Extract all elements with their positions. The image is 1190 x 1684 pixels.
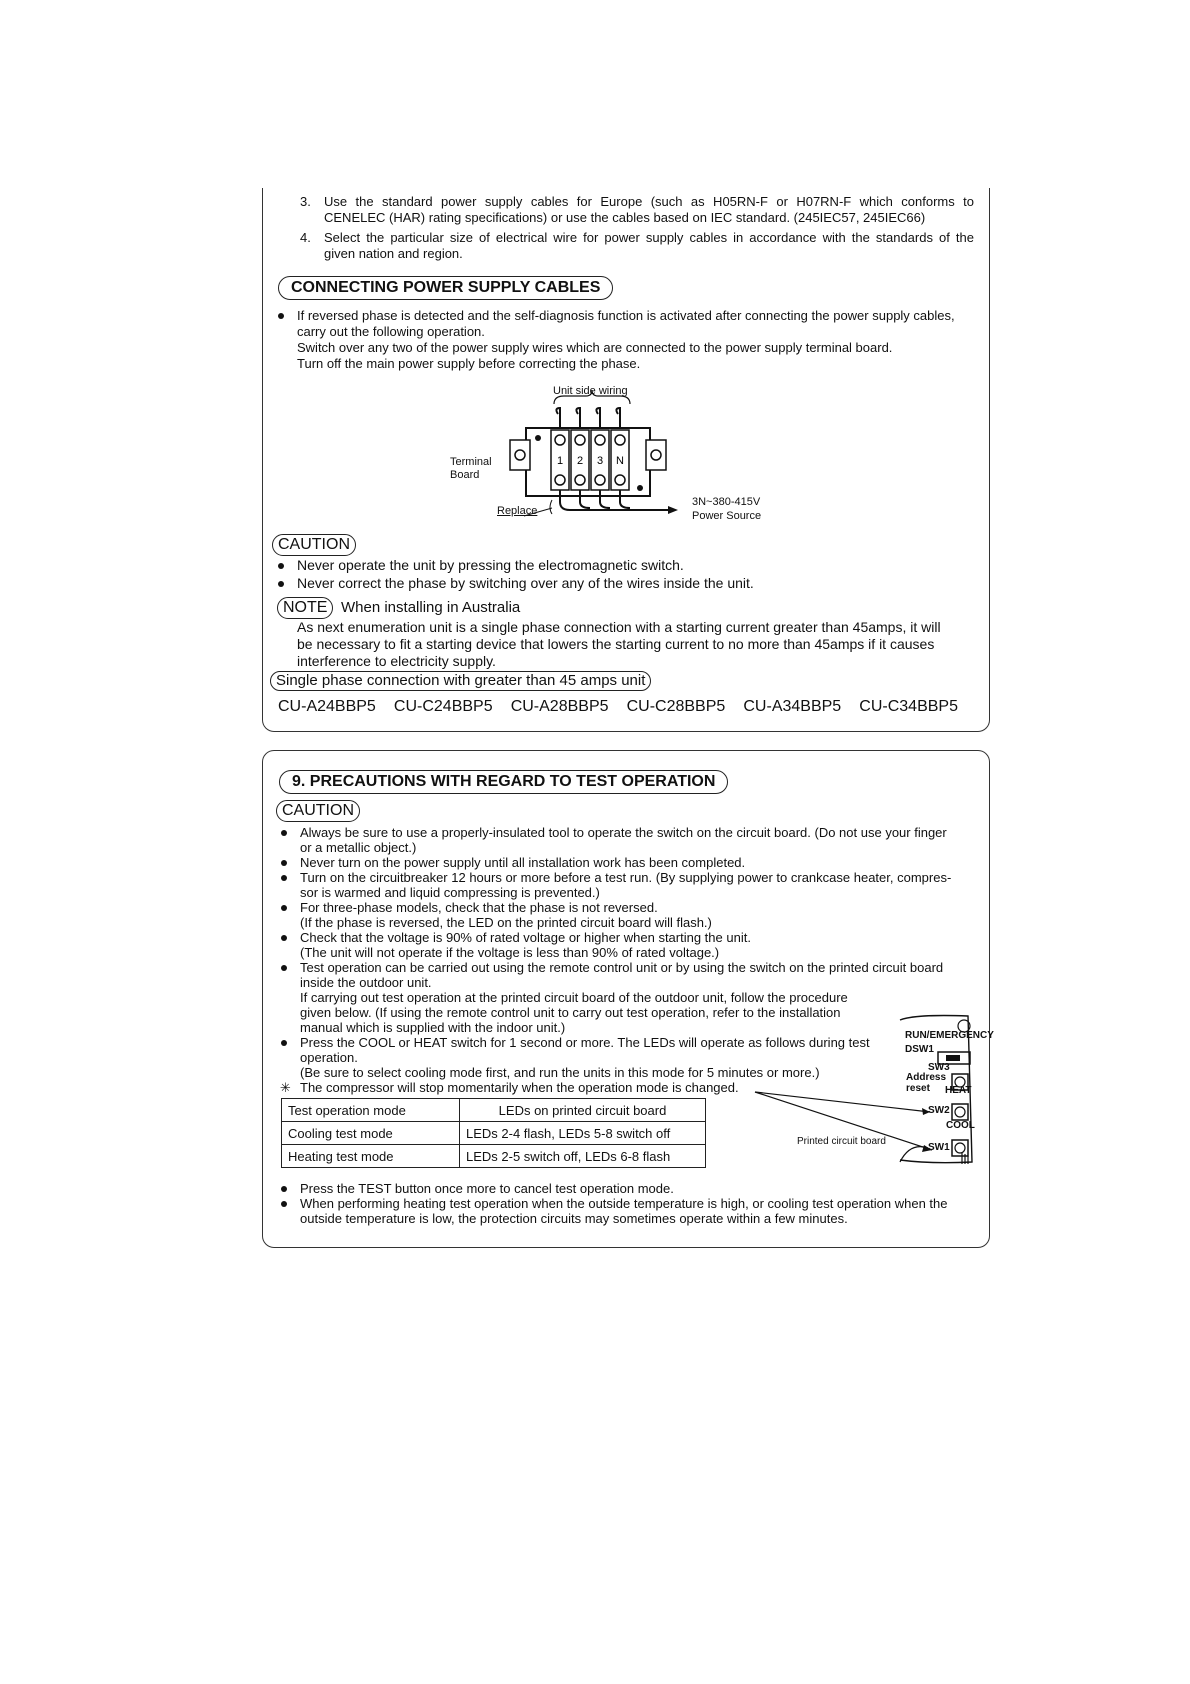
caution-line-1: Never operate the unit by pressing the electromagnetic switch. xyxy=(297,557,684,573)
precaution-8: Press the TEST button once more to cancel test operation mode. xyxy=(300,1181,674,1196)
model-item: CU-A24BBP5 xyxy=(278,698,376,715)
precaution-7-line-3: (Be sure to select cooling mode first, and run the units in this mode for 5 minutes or more.) xyxy=(300,1065,820,1080)
table-row xyxy=(282,1145,706,1168)
bullet xyxy=(281,875,287,881)
table-header: LEDs on printed circuit board xyxy=(460,1099,706,1122)
note-label: NOTE xyxy=(277,597,333,619)
terminal-label-n: N xyxy=(616,455,624,467)
address-reset-line-2: reset xyxy=(906,1083,930,1094)
precaution-4-line-2: (If the phase is reversed, the LED on the printed circuit board will flash.) xyxy=(300,915,712,930)
bullet xyxy=(281,1040,287,1046)
precaution-7-line-1: Press the COOL or HEAT switch for 1 second or more. The LEDs will operate as follows during test xyxy=(300,1035,870,1050)
precaution-6-line-1: Test operation can be carried out using the remote control unit or by using the switch on the printed circuit board xyxy=(300,960,944,975)
bullet xyxy=(281,830,287,836)
connecting-title: CONNECTING POWER SUPPLY CABLES xyxy=(278,276,613,300)
note-line-1: As next enumeration unit is a single phase connection with a starting current greater than 45amps, it will xyxy=(297,619,941,635)
bullet xyxy=(278,563,284,569)
item-4-number: 4. xyxy=(300,230,311,245)
model-list xyxy=(278,697,958,717)
single-phase-label: Single phase connection with greater than 45 amps unit xyxy=(270,671,651,691)
bullet xyxy=(281,965,287,971)
power-source-voltage: 3N~380-415V xyxy=(692,496,761,508)
printed-circuit-board-label: Printed circuit board xyxy=(797,1136,886,1147)
note-line-3: interference to electricity supply. xyxy=(297,653,496,669)
item-3-line-2: CENELEC (HAR) rating specifications) or use the cables based on IEC standard. (245IEC57, 245IEC66) xyxy=(324,210,926,225)
connecting-line-1: If reversed phase is detected and the self-diagnosis function is activated after connecting the power supply cables, xyxy=(297,308,955,323)
bullet xyxy=(278,313,284,319)
precaution-4-line-1: For three-phase models, check that the phase is not reversed. xyxy=(300,900,658,915)
sw3-label: SW3 xyxy=(928,1062,950,1073)
precaution-6-line-5: manual which is supplied with the indoor unit.) xyxy=(300,1020,566,1035)
terminal-label-1: 1 xyxy=(556,455,564,467)
run-emergency-label: RUN/EMERGENCY xyxy=(905,1030,994,1041)
precaution-5-line-1: Check that the voltage is 90% of rated voltage or higher when starting the unit. xyxy=(300,930,751,945)
terminal-board-label-line-1: Terminal xyxy=(450,456,492,468)
sw2-label: SW2 xyxy=(928,1105,950,1116)
compressor-note: The compressor will stop momentarily when the operation mode is changed. xyxy=(300,1080,739,1095)
connecting-line-4: Turn off the main power supply before correcting the phase. xyxy=(297,356,641,371)
precaution-3-line-1: Turn on the circuitbreaker 12 hours or more before a test run. (By supplying power to crankcase heater, compres- xyxy=(300,870,952,885)
heat-label: HEAT xyxy=(945,1085,972,1096)
table-cell: LEDs 2-4 flash, LEDs 5-8 switch off xyxy=(460,1122,706,1145)
table-header: Test operation mode xyxy=(282,1099,460,1122)
precaution-6-line-4: given below. (If using the remote control unit to carry out test operation, refer to the installation xyxy=(300,1005,841,1020)
terminal-label-2: 2 xyxy=(576,455,584,467)
terminal-board-label-line-2: Board xyxy=(450,469,480,481)
star-icon: ✳ xyxy=(280,1080,291,1095)
power-source-label xyxy=(692,495,761,523)
bullet xyxy=(281,935,287,941)
bullet xyxy=(281,1186,287,1192)
table-cell: LEDs 2-5 switch off, LEDs 6-8 flash xyxy=(460,1145,706,1168)
precaution-1-line-2: or a metallic object.) xyxy=(300,840,417,855)
led-table xyxy=(281,1098,706,1168)
model-item: CU-A28BBP5 xyxy=(510,698,609,715)
unit-side-wiring-label: Unit side wiring xyxy=(553,385,628,397)
terminal-board-label xyxy=(450,456,492,482)
precaution-6-line-3: If carrying out test operation at the printed circuit board of the outdoor unit, follow the procedure xyxy=(300,990,848,1005)
model-item: CU-A34BBP5 xyxy=(743,698,842,715)
section-9-title: 9. PRECAUTIONS WITH REGARD TO TEST OPERATION xyxy=(279,770,728,794)
caution-label: CAUTION xyxy=(276,800,360,822)
caution-label: CAUTION xyxy=(272,534,356,556)
cool-label: COOL xyxy=(946,1120,975,1131)
table-cell: Cooling test mode xyxy=(282,1122,460,1145)
caution-line-2: Never correct the phase by switching over any of the wires inside the unit. xyxy=(297,575,754,591)
bullet xyxy=(278,581,284,587)
bullet xyxy=(281,860,287,866)
connecting-line-3: Switch over any two of the power supply wires which are connected to the power supply terminal board. xyxy=(297,340,893,355)
model-item: CU-C28BBP5 xyxy=(626,698,726,715)
item-4-line-1: Select the particular size of electrical wire for power supply cables in accordance with the standards of the xyxy=(324,230,974,245)
precaution-2: Never turn on the power supply until all installation work has been completed. xyxy=(300,855,746,870)
table-cell: Heating test mode xyxy=(282,1145,460,1168)
precaution-9-line-1: When performing heating test operation when the outside temperature is high, or cooling test operation when the xyxy=(300,1196,948,1211)
connecting-line-2: carry out the following operation. xyxy=(297,324,485,339)
model-item: CU-C34BBP5 xyxy=(859,698,958,715)
precaution-5-line-2: (The unit will not operate if the voltage is less than 90% of rated voltage.) xyxy=(300,945,720,960)
note-title: When installing in Australia xyxy=(341,599,521,616)
item-4-line-2: given nation and region. xyxy=(324,246,463,261)
bullet xyxy=(281,1201,287,1207)
terminal-label-3: 3 xyxy=(596,455,604,467)
precaution-3-line-2: sor is warmed and liquid compressing is prevented.) xyxy=(300,885,600,900)
bullet xyxy=(281,905,287,911)
dsw1-label: DSW1 xyxy=(905,1044,934,1055)
item-3-number: 3. xyxy=(300,194,311,209)
item-3-line-1: Use the standard power supply cables for Europe (such as H05RN-F or H07RN-F which conforms to xyxy=(324,194,974,209)
precaution-1-line-1: Always be sure to use a properly-insulated tool to operate the switch on the circuit board. (Do not use your finger xyxy=(300,825,947,840)
note-line-2: be necessary to fit a starting device that lowers the starting current to no more than 45amps if it causes xyxy=(297,636,935,652)
address-reset-line-1: Address xyxy=(906,1072,947,1083)
table-row xyxy=(282,1122,706,1145)
table-header-row xyxy=(282,1099,706,1122)
precaution-6-line-2: inside the outdoor unit. xyxy=(300,975,432,990)
precaution-9-line-2: outside temperature is low, the protection circuits may sometimes operate within a few minutes. xyxy=(300,1211,848,1226)
sw1-label: SW1 xyxy=(928,1142,950,1153)
power-source-text: Power Source xyxy=(692,510,762,522)
precaution-7-line-2: operation. xyxy=(300,1050,358,1065)
address-reset-label xyxy=(906,1072,946,1094)
model-item: CU-C24BBP5 xyxy=(393,698,493,715)
replace-label: Replace xyxy=(497,505,538,517)
